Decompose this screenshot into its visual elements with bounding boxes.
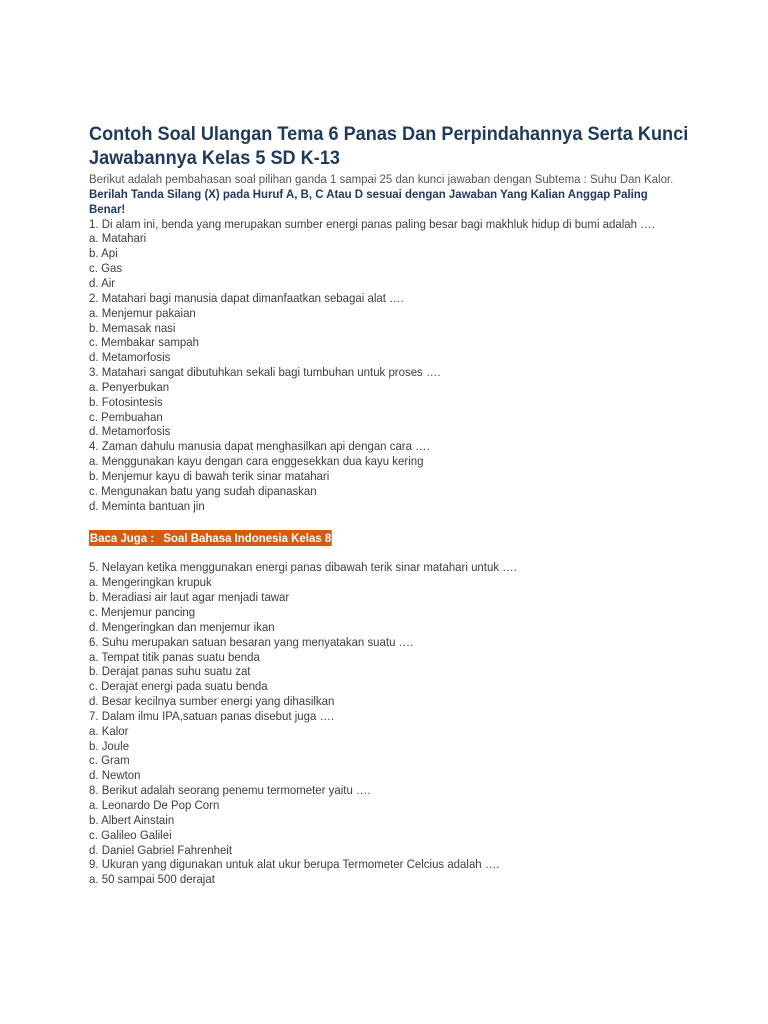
answer-option: b. Albert Ainstain — [89, 812, 175, 827]
answer-option: a. Mengeringkan krupuk — [89, 575, 212, 590]
question-item — [89, 635, 709, 709]
article-intro: Berikut adalah pembahasan soal pilihan ganda 1 sampai 25 dan kunci jawaban dengan Subtema : Suhu Dan Kalor. — [89, 172, 674, 186]
answer-option: a. Tempat titik panas suatu benda — [89, 649, 260, 664]
instruction-text: Berilah Tanda Silang (X) pada Huruf A, B, C Atau D sesuai dengan Jawaban Yang Kalian Anggap Paling Benar! — [89, 187, 648, 216]
question-text: 8. Berikut adalah seorang penemu termometer yaitu …. — [89, 783, 371, 798]
question-item — [89, 709, 709, 783]
section-spacer — [89, 513, 709, 528]
answer-option: c. Gram — [89, 753, 130, 768]
answer-option: a. Penyerbukan — [89, 379, 170, 394]
answer-option: a. Menjemur pakaian — [89, 305, 196, 320]
question-item — [89, 783, 709, 857]
answer-option: c. Mengunakan batu yang sudah dipanaskan — [89, 483, 317, 498]
question-item — [89, 857, 709, 887]
question-text: 1. Di alam ini, benda yang merupakan sumber energi panas paling besar bagi makhluk hidup di bumi adalah …. — [89, 216, 655, 231]
answer-option: d. Air — [89, 275, 116, 290]
question-item — [89, 291, 709, 365]
article-title: Contoh Soal Ulangan Tema 6 Panas Dan Perpindahannya Serta Kunci Jawabannya Kelas 5 SD K-13 — [89, 123, 689, 169]
answer-option: a. Menggunakan kayu dengan cara enggesekkan dua kayu kering — [89, 454, 424, 469]
answer-option: d. Metamorfosis — [89, 350, 171, 365]
question-text: 5. Nelayan ketika menggunakan energi panas dibawah terik sinar matahari untuk …. — [89, 560, 517, 575]
answer-option: d. Metamorfosis — [89, 424, 171, 439]
answer-option: d. Newton — [89, 768, 141, 783]
answer-option: d. Mengeringkan dan menjemur ikan — [89, 619, 275, 634]
answer-option: a. Kalor — [89, 723, 129, 738]
question-text: 7. Dalam ilmu IPA,satuan panas disebut juga …. — [89, 708, 335, 723]
question-text: 9. Ukuran yang digunakan untuk alat ukur berupa Termometer Celcius adalah …. — [89, 857, 500, 872]
answer-option: c. Galileo Galilei — [89, 827, 172, 842]
baca-juga-label: Baca Juga : — [89, 531, 155, 546]
answer-option: d. Meminta bantuan jin — [89, 498, 205, 513]
answer-option: b. Derajat panas suhu suatu zat — [89, 664, 251, 679]
answer-option: c. Pembuahan — [89, 409, 163, 424]
question-list-part-1 — [89, 217, 709, 514]
answer-option: b. Api — [89, 246, 118, 261]
answer-option: c. Derajat energi pada suatu benda — [89, 679, 268, 694]
question-list-part-2 — [89, 560, 709, 887]
answer-option: c. Gas — [89, 261, 123, 276]
baca-juga-banner — [89, 530, 332, 546]
answer-option: a. Matahari — [89, 231, 147, 246]
baca-juga-row — [89, 530, 666, 546]
answer-option: b. Memasak nasi — [89, 320, 176, 335]
question-text: 6. Suhu merupakan satuan besaran yang menyatakan suatu …. — [89, 634, 414, 649]
question-item — [89, 439, 709, 513]
answer-option: d. Daniel Gabriel Fahrenheit — [89, 842, 233, 857]
answer-option: a. 50 sampai 500 derajat — [89, 872, 215, 887]
answer-option: b. Fotosintesis — [89, 394, 163, 409]
question-text: 4. Zaman dahulu manusia dapat menghasilkan api dengan cara …. — [89, 439, 430, 454]
question-text: 3. Matahari sangat dibutuhkan sekali bagi tumbuhan untuk proses …. — [89, 365, 441, 380]
answer-option: c. Membakar sampah — [89, 335, 199, 350]
question-item — [89, 217, 709, 291]
answer-option: a. Leonardo De Pop Corn — [89, 797, 220, 812]
baca-juga-link[interactable]: Soal Bahasa Indonesia Kelas 8 — [163, 531, 332, 546]
answer-option: b. Meradiasi air laut agar menjadi tawar — [89, 590, 290, 605]
question-text: 2. Matahari bagi manusia dapat dimanfaatkan sebagai alat …. — [89, 290, 404, 305]
answer-option: d. Besar kecilnya sumber energi yang dihasilkan — [89, 694, 335, 709]
answer-option: b. Menjemur kayu di bawah terik sinar matahari — [89, 468, 330, 483]
answer-option: b. Joule — [89, 738, 130, 753]
article-body — [89, 122, 709, 887]
answer-option: c. Menjemur pancing — [89, 605, 196, 619]
question-item — [89, 365, 709, 439]
question-item — [89, 560, 709, 634]
